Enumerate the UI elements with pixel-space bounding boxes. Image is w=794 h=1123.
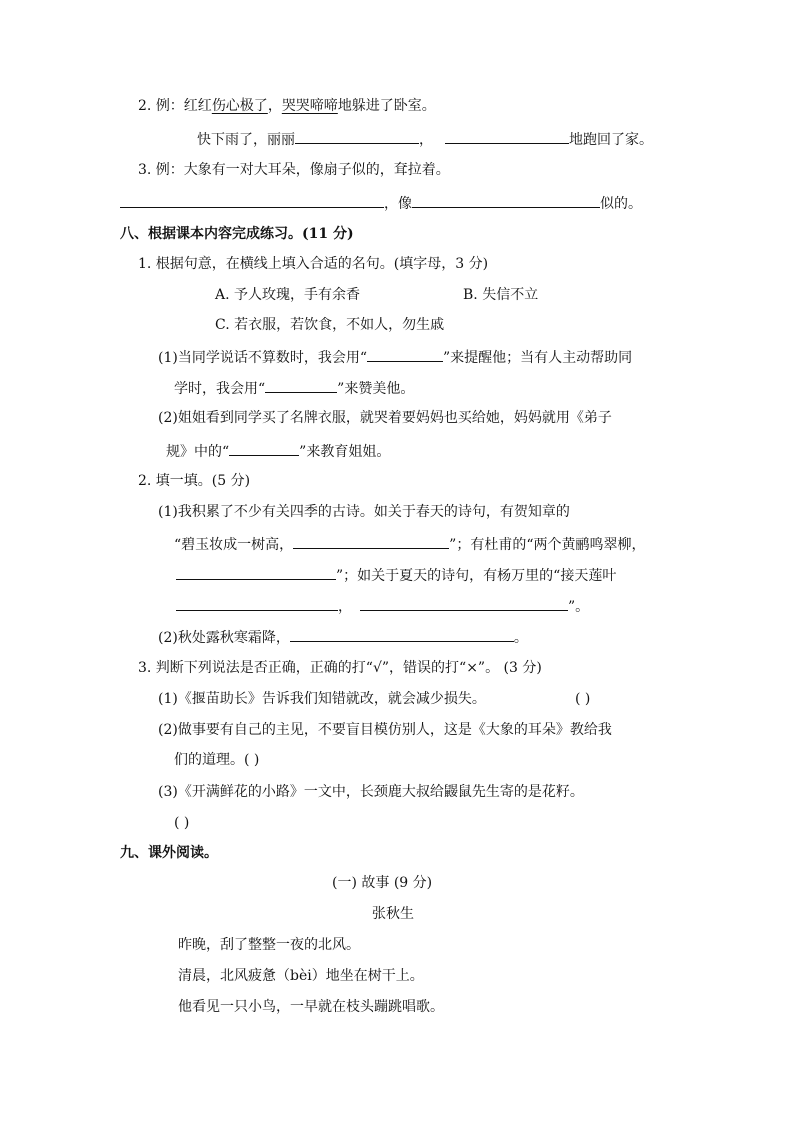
para-2-text-b: ”；有杜甫的“两个黄鹂鸣翠柳，	[449, 537, 646, 553]
answer-blank[interactable]	[265, 377, 337, 393]
question-1-title: 1. 根据句意，在横线上填入合适的名句。(填字母，3 分)	[138, 256, 489, 272]
question-2-para-2	[174, 533, 646, 555]
sentence-1-text-b: ”来提醒他；当有人主动帮助同	[443, 350, 633, 366]
sentence-2-text-c: ”来教育姐姐。	[299, 444, 391, 460]
exercise-2-comma: ，	[419, 132, 433, 148]
question-2-para-1: (1)我积累了不少有关四季的古诗。如关于春天的诗句，有贺知章的	[158, 504, 570, 520]
para-5-text-b: 。	[513, 630, 528, 646]
para-4-text-c: ”。	[568, 599, 590, 615]
exercise-2-text-a: 快下雨了，丽丽	[197, 132, 295, 148]
para-5-text-a: (2)秋处露秋寒霜降，	[158, 630, 290, 646]
question-3-title: 3. 判断下列说法是否正确，正确的打“√”，错误的打“×”。 (3 分)	[138, 660, 542, 676]
para-2-text-a: “碧玉妆成一树高，	[174, 537, 294, 553]
answer-blank[interactable]	[295, 128, 419, 144]
story-paragraph-3: 他看见一只小鸟，一早就在枝头蹦跳唱歌。	[178, 999, 444, 1015]
question-2-para-4	[176, 595, 589, 617]
sentence-1-text-d: ”来赞美他。	[337, 381, 415, 397]
example-3-exercise-line	[120, 192, 642, 214]
judgement-2: (2)做事要有自己的主见，不要盲目模仿别人，这是《大象的耳朵》教给我	[158, 722, 612, 738]
para-4-comma: ，	[338, 599, 352, 615]
answer-blank[interactable]	[360, 595, 568, 611]
judgement-1: (1)《揠苗助长》告诉我们知错就改，就会减少损失。	[158, 691, 486, 707]
sentence-2-text-b: 规》中的“	[166, 444, 230, 460]
question-2-para-5	[158, 626, 528, 648]
story-paragraph-2: 清晨，北风疲惫（bèi）地坐在树干上。	[178, 968, 424, 984]
example-2-comma: ，	[267, 98, 282, 114]
story-subheading: (一) 故事 (9 分)	[332, 875, 433, 891]
answer-blank[interactable]	[293, 533, 449, 549]
example-3-line: 3. 例：大象有一对大耳朵，像扇子似的，耷拉着。	[138, 162, 450, 178]
para-3-text-b: ”；如关于夏天的诗句，有杨万里的“接天莲叶	[336, 568, 617, 584]
answer-blank[interactable]	[367, 346, 443, 362]
answer-blank[interactable]	[229, 440, 299, 456]
sentence-1-text-c: 学时，我会用“	[174, 381, 266, 397]
exercise-2-text-c: 地跑回了家。	[569, 132, 653, 148]
exercise-3-text-b: 似的。	[600, 196, 642, 212]
question-1-sentence-2: (2)姐姐看到同学买了名牌衣服，就哭着要妈妈也买给她，妈妈就用《弟子	[158, 410, 612, 426]
section-8-heading: 八、根据课本内容完成练习。(11 分)	[120, 226, 354, 242]
judgement-1-brackets[interactable]: ( )	[575, 691, 591, 707]
judgement-3-brackets[interactable]: ( )	[174, 815, 190, 831]
answer-blank[interactable]	[412, 192, 600, 208]
example-2-text-a: 例：红红	[155, 98, 212, 114]
story-author: 张秋生	[372, 906, 414, 922]
judgement-2-cont: 们的道理。( )	[174, 752, 260, 768]
answer-blank[interactable]	[176, 595, 338, 611]
answer-blank[interactable]	[120, 192, 384, 208]
option-a: A. 予人玫瑰，手有余香	[215, 287, 361, 303]
judgement-3: (3)《开满鲜花的小路》一文中，长颈鹿大叔给鼹鼠先生寄的是花籽。	[158, 784, 584, 800]
option-b: B. 失信不立	[463, 287, 539, 303]
exercise-3-text-a: ，像	[384, 196, 412, 212]
question-2-para-3	[176, 564, 616, 586]
example-2-text-e: 地躲进了卧室。	[337, 98, 436, 114]
option-c: C. 若衣服，若饮食，不如人，勿生戚	[215, 317, 445, 333]
example-2-number: 2.	[138, 98, 152, 114]
section-9-heading: 九、课外阅读。	[120, 845, 218, 861]
sentence-1-text-a: (1)当同学说话不算数时，我会用“	[158, 350, 367, 366]
question-1-sentence-1	[158, 346, 632, 368]
example-2-exercise-line	[197, 128, 653, 150]
answer-blank[interactable]	[290, 626, 514, 642]
example-2-underlined-phrase: 伤心极了	[211, 98, 268, 114]
question-2-title: 2. 填一填。(5 分)	[138, 473, 251, 489]
question-1-sentence-1-cont	[174, 377, 414, 399]
example-2-line	[138, 96, 436, 116]
story-paragraph-1: 昨晚，刮了整整一夜的北风。	[178, 937, 360, 953]
answer-blank[interactable]	[445, 128, 569, 144]
question-1-sentence-2-cont	[166, 440, 390, 462]
example-2-underlined-phrase-2: 哭哭啼啼	[281, 98, 338, 114]
answer-blank[interactable]	[176, 564, 336, 580]
